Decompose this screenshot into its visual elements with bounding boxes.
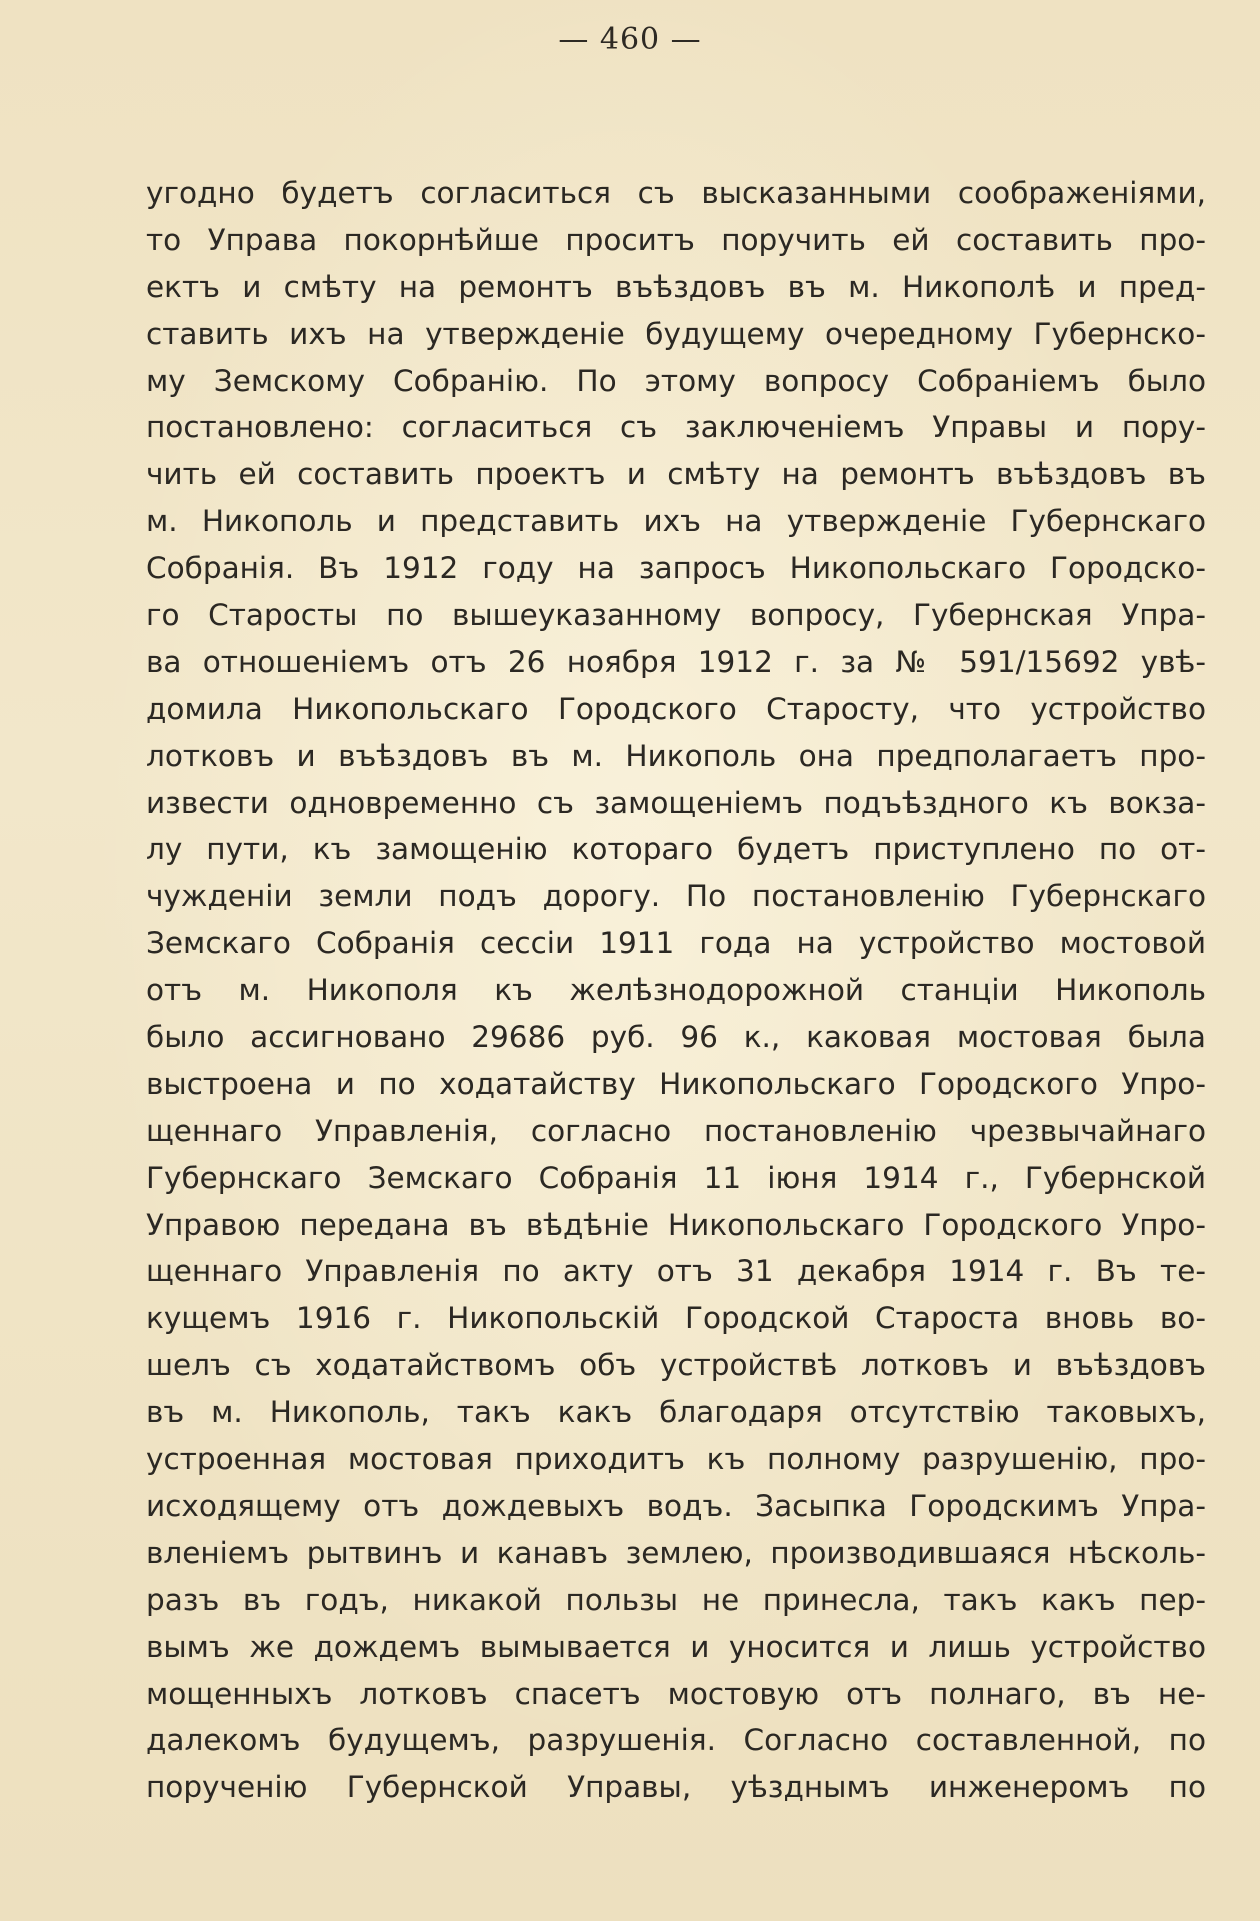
text-line: щеннаго Управленія, согласно постановленію чрезвычайнаго (146, 1113, 1206, 1148)
text-line: то Управа покорнѣйше проситъ поручить ей составить про- (146, 222, 1206, 257)
text-line: порученію Губернской Управы, уѣзднымъ инженеромъ по (146, 1770, 1206, 1805)
text-line: было ассигновано 29686 руб. 96 к., каковая мостовая была (146, 1020, 1206, 1055)
text-line: ва отношеніемъ отъ 26 ноября 1912 г. за № 591/15692 увѣ- (146, 644, 1206, 679)
text-line: Губернскаго Земскаго Собранія 11 іюня 1914 г., Губернской (146, 1160, 1206, 1195)
text-line: лу пути, къ замощенію котораго будетъ приступлено по от- (146, 832, 1206, 867)
text-line: угодно будетъ согласиться съ высказанными соображеніями, (146, 176, 1206, 210)
text-line: м. Никополь и представить ихъ на утвержденіе Губернскаго (146, 504, 1206, 539)
text-line: му Земскому Собранію. По этому вопросу Собраніемъ было (146, 363, 1206, 398)
text-line: далекомъ будущемъ, разрушенія. Согласно составленной, по (146, 1723, 1206, 1758)
text-line: отъ м. Никополя къ желѣзнодорожной станціи Никополь (146, 973, 1206, 1008)
text-line: щеннаго Управленія по акту отъ 31 декабря 1914 г. Въ те- (146, 1254, 1206, 1289)
text-line: выстроена и по ходатайству Никопольскаго Городского Упро- (146, 1066, 1206, 1101)
text-line: вленіемъ рытвинъ и канавъ землею, производившаяся нѣсколь- (146, 1535, 1206, 1570)
text-line: шелъ съ ходатайствомъ объ устройствѣ лотковъ и въѣздовъ (146, 1348, 1206, 1383)
text-line: постановлено: согласиться съ заключеніемъ Управы и пору- (146, 410, 1206, 445)
body-text (146, 170, 1206, 1811)
text-line: Земскаго Собранія сессіи 1911 года на устройство мостовой (146, 926, 1206, 961)
text-line: Собранія. Въ 1912 году на запросъ Никопольскаго Городско- (146, 551, 1206, 586)
text-line: домила Никопольскаго Городского Старосту, что устройство (146, 691, 1206, 726)
text-line: ставить ихъ на утвержденіе будущему очередному Губернско- (146, 316, 1206, 351)
text-line: мощенныхъ лотковъ спасетъ мостовую отъ полнаго, въ не- (146, 1676, 1206, 1711)
text-line: разъ въ годъ, никакой пользы не принесла, такъ какъ пер- (146, 1582, 1206, 1617)
text-line: го Старосты по вышеуказанному вопросу, Губернская Упра- (146, 598, 1206, 633)
text-line: кущемъ 1916 г. Никопольскій Городской Староста вновь во- (146, 1301, 1206, 1336)
text-line: Управою передана въ вѣдѣніе Никопольскаго Городского Упро- (146, 1207, 1206, 1242)
text-line: устроенная мостовая приходитъ къ полному разрушенію, про- (146, 1442, 1206, 1477)
text-line: въ м. Никополь, такъ какъ благодаря отсутствію таковыхъ, (146, 1395, 1206, 1430)
text-line: извести одновременно съ замощеніемъ подъѣздного къ вокза- (146, 785, 1206, 820)
page-number: — 460 — (558, 22, 702, 57)
text-line: исходящему отъ дождевыхъ водъ. Засыпка Городскимъ Упра- (146, 1488, 1206, 1523)
text-line: ектъ и смѣту на ремонтъ въѣздовъ въ м. Никополѣ и пред- (146, 269, 1206, 304)
text-line: вымъ же дождемъ вымывается и уносится и лишь устройство (146, 1629, 1206, 1664)
text-line: чить ей составить проектъ и смѣту на ремонтъ въѣздовъ въ (146, 457, 1206, 492)
text-line: чужденіи земли подъ дорогу. По постановленію Губернскаго (146, 879, 1206, 914)
text-line: лотковъ и въѣздовъ въ м. Никополь она предполагаетъ про- (146, 738, 1206, 773)
